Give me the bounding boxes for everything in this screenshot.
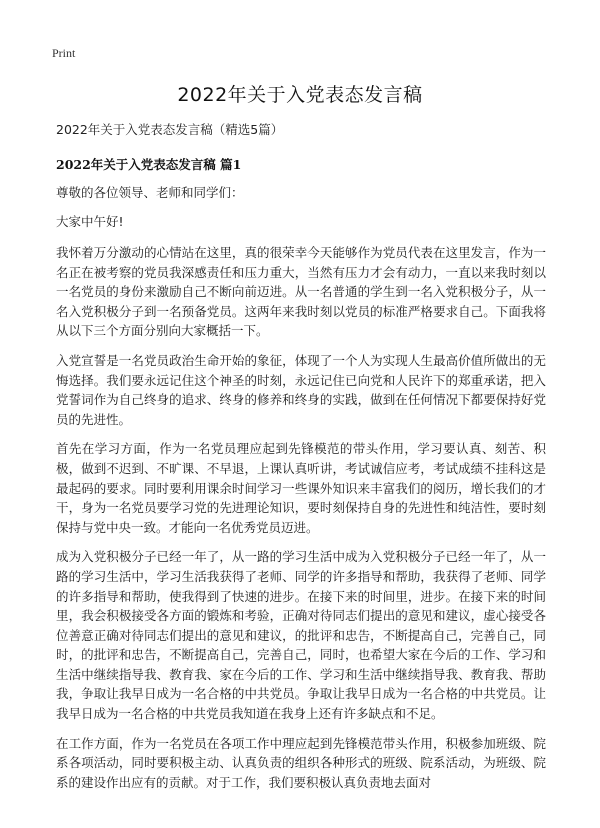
- document-title: 2022年关于入党表态发言稿: [177, 84, 423, 106]
- paragraph-study: 首先在学习方面，作为一名党员理应起到先锋模范的带头作用，学习要认真、刻苦、积极，做到不迟到、不旷课、不早退，上课认真听讲，考试诚信应考，考试成绩不挂科这是最起码的要求。同时要利用课余时间学习一些课外知识来丰富我们的阅历，增长我们的才干，身为一名党员要学习党的先进理论知识，要时刻保持自身的先进性和纯洁性，要时刻保持与党中央一致。才能向一名优秀党员迈进。: [56, 441, 546, 535]
- document-body: [56, 120, 546, 802]
- paragraph-progress: 成为入党积极分子已经一年了，从一路的学习生活中成为入党积极分子已经一年了，从一路的学习生活中，学习生活我获得了老师、同学的许多指导和帮助，我获得了老师、同学的许多指导和帮助，使我得到了快速的进步。在接下来的时间里，进步。在接下来的时间里，我会积极接受各方面的锻炼和考验，正确对待同志们提出的意见和建议，虚心接受各位善意正确对待同志们提出的意见和建议，的批评和忠告，不断提高自己，完善自己，同时，的批评和忠告，不断提高自己，完善自己，同时，也希望大家在今后的工作、学习和生活中继续指导我、教育我、家在今后的工作、学习和生活中继续指导我、教育我、帮助我，争取让我早日成为一名合格的中共党员。争取让我早日成为一名合格的中共党员。让我早日成为一名合格的中共党员我知道在我身上还有许多缺点和不足。: [56, 549, 546, 722]
- greeting: 大家中午好!: [56, 214, 124, 229]
- salutation: 尊敬的各位领导、老师和同学们：: [56, 185, 244, 200]
- section-heading: 2022年关于入党表态发言稿 篇1: [56, 157, 242, 172]
- paragraph-work: 在工作方面，作为一名党员在各项工作中理应起到先锋模范带头作用，积极参加班级、院系各项活动，同时要积极主动、认真负责的组织各种形式的班级、院系活动，为班级、院系的建设作出应有的贡献。对于工作，我们要积极认真负责地去面对: [56, 735, 546, 790]
- print-label[interactable]: Print: [52, 46, 76, 60]
- document-subtitle: 2022年关于入党表态发言稿（精选5篇）: [56, 122, 284, 137]
- paragraph-oath: 入党宣誓是一名党员政治生命开始的象征，体现了一个人为实现人生最高价值所做出的无悔选择。我们要永远记住这个神圣的时刻，永远记住已向党和人民许下的郑重承诺，把入党誓词作为自己终身的追求、终身的修养和终身的实践，做到在任何情况下都要保持好党员的先进性。: [56, 352, 546, 427]
- paragraph-intro: 我怀着万分激动的心情站在这里，真的很荣幸今天能够作为党员代表在这里发言，作为一名正在被考察的党员我深感责任和压力重大，当然有压力才会有动力，一直以来我时刻以一名党员的身份来激励自己不断向前迈进。从一名普通的学生到一名入党积极分子，从一名入党积极分子到一名预备党员。这两年来我时刻以党员的标准严格要求自己。下面我将从以下三个方面分别向大家概括一下。: [56, 245, 546, 339]
